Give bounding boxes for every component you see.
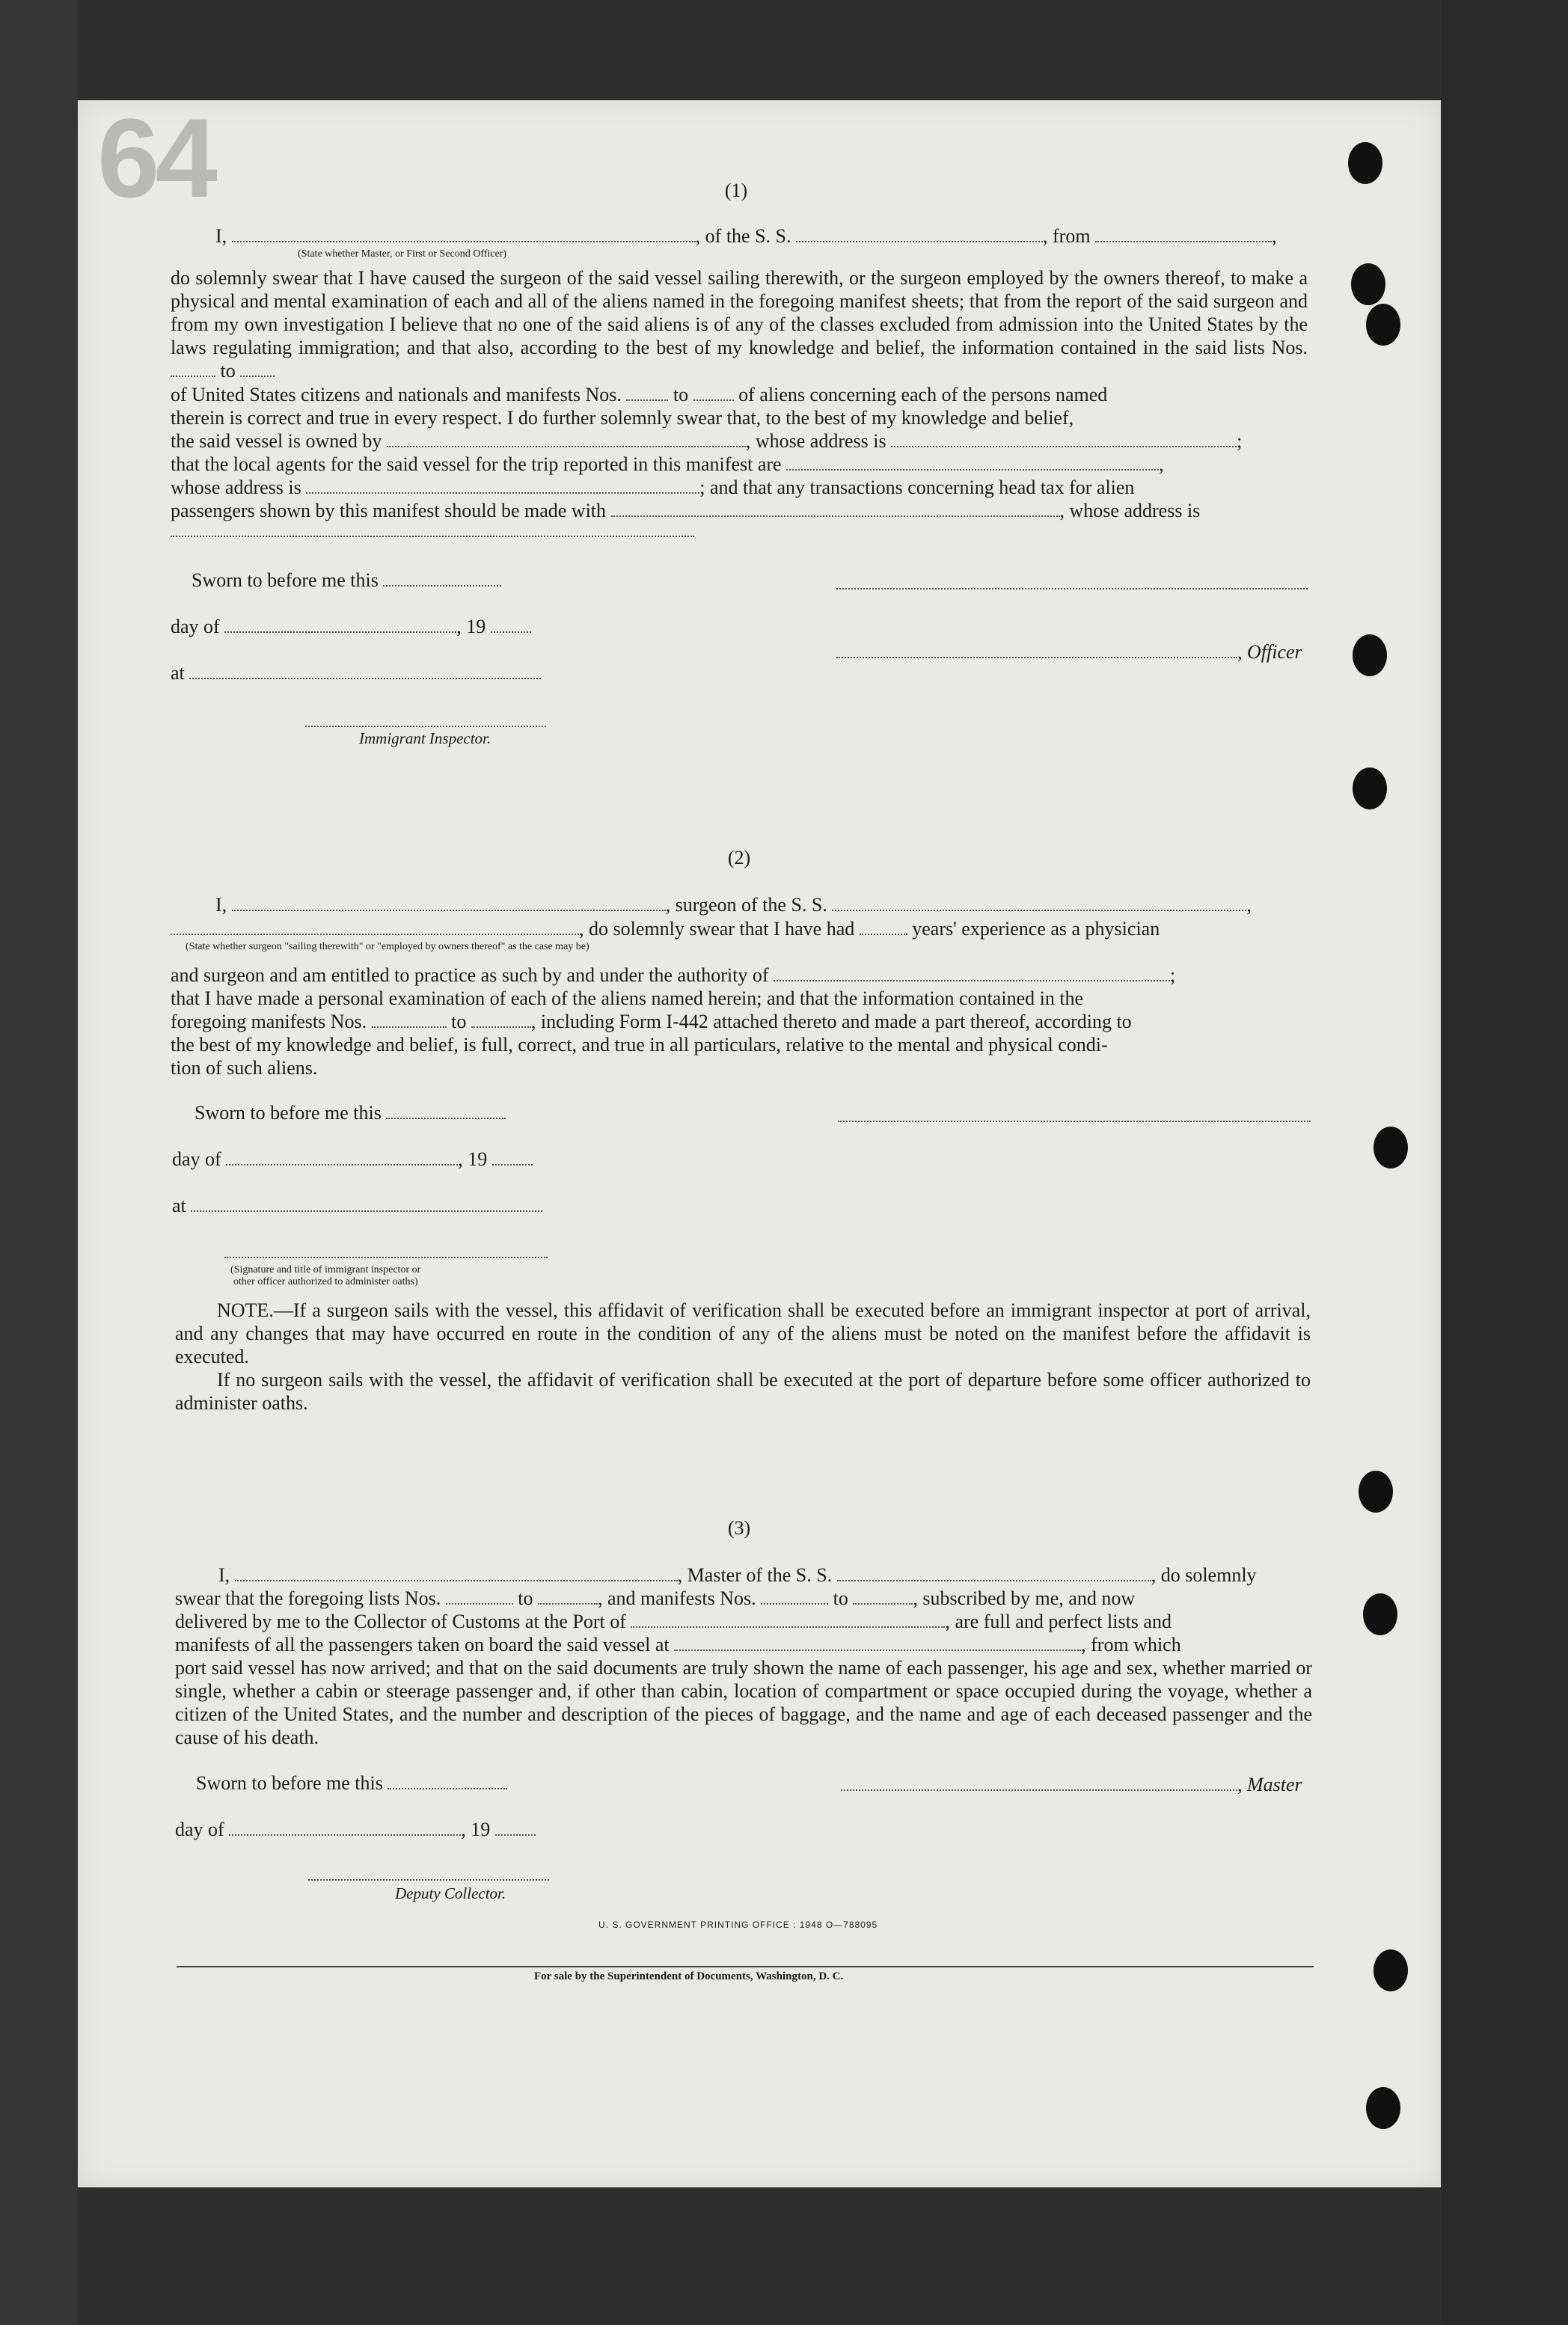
section-3-line-1 [218,1563,1257,1587]
text-at: at [172,1195,186,1216]
month-blank[interactable] [229,1819,461,1836]
master-signature-blank[interactable] [841,1774,1237,1791]
text-do-solemnly: , do solemnly swear that I have had [579,918,855,940]
text-surgeon-of: , surgeon of the S. S. [665,894,827,916]
punch-hole [1366,304,1400,346]
section-1-at-line [171,661,541,684]
text-passengers: passengers shown by this manifest should be made with [171,500,607,521]
port-blank[interactable] [631,1611,945,1628]
manifests-to-blank[interactable] [693,385,734,401]
scan-edge-left [0,0,78,2325]
month-blank[interactable] [224,616,456,633]
gpo-imprint: U. S. GOVERNMENT PRINTING OFFICE : 1948 O—788095 [598,1920,878,1930]
authority-blank[interactable] [774,965,1170,981]
surgeon-signature-blank[interactable] [838,1121,1311,1122]
text-to: to [518,1587,533,1609]
text-manifests: foregoing manifests Nos. [171,1011,367,1032]
officer-line [836,640,1302,664]
text-i: I, [215,894,227,916]
text-to: to [451,1011,467,1032]
text-whose: whose address is [171,477,301,498]
owner-blank[interactable] [387,431,746,447]
section-2-day-line [172,1148,533,1171]
section-1-passengers-line [171,499,1200,522]
section-3-manifests-line [175,1633,1181,1656]
from-port-blank[interactable] [1095,226,1272,242]
text-day-of: day of [172,1148,221,1170]
punch-hole [1373,1127,1408,1168]
lists-from-blank[interactable] [446,1588,513,1605]
section-2-authority-line: and surgeon and am entitled to practice as such by and under the authority of ; [171,964,1176,986]
section-3-sworn-line [196,1771,507,1795]
note-label: NOTE. [217,1299,274,1321]
text-i: I, [215,225,227,247]
at-place-blank[interactable] [191,1195,542,1212]
year-blank[interactable] [492,1149,533,1165]
manifests-from-blank[interactable] [372,1011,447,1028]
sworn-day-blank[interactable] [386,1103,506,1119]
manifests-from-blank[interactable] [761,1588,828,1605]
sale-notice: For sale by the Superintendent of Documents, Washington, D. C. [534,1970,844,1982]
text-from: , from [1043,225,1091,247]
punch-hole [1351,263,1385,305]
section-1-citizens-line [171,383,1107,406]
text-19: , 19 [458,1148,488,1170]
punch-hole [1366,2087,1400,2129]
section-1-number: (1) [724,180,748,201]
deputy-collector-title: Deputy Collector. [395,1884,506,1902]
section-3-day-line [175,1818,536,1841]
section-2-line-1: I, , surgeon of the S. S. , [215,894,1252,916]
at-place-blank[interactable] [189,663,541,679]
text-sworn: Sworn to before me this [192,569,379,591]
text-whose-address: , whose address is [1059,500,1201,521]
text-whose-address: , whose address is [745,430,886,452]
text-to: to [833,1587,848,1609]
text-master-of: , Master of the S. S. [677,1564,833,1586]
section-2-manifests-line [171,1010,1132,1033]
section-1-line-1 [215,224,1277,248]
master-note: (State whether Master, or First or Second Officer) [298,248,507,260]
stamped-number: 64 [97,95,213,221]
surgeon-vessel-blank[interactable] [832,895,1246,911]
text-delivered: delivered by me to the Collector of Customs at the Port of [175,1611,626,1632]
year-blank[interactable] [491,616,531,633]
administering-officer-signature-blank[interactable] [224,1257,548,1258]
master-signature-line [841,1773,1302,1796]
deputy-collector-signature-blank[interactable] [308,1879,549,1881]
sworn-day-blank[interactable] [383,570,501,586]
section-1-agents-line: that the local agents for the said vessel for the trip reported in this manifest are , [171,453,1164,475]
master-name-blank[interactable] [232,226,696,242]
text-to: to [220,360,236,382]
section-3-swear-line [175,1587,1135,1610]
section-1-day-line [171,615,531,638]
section-2-best-line: the best of my knowledge and belief, is full, correct, and true in all particulars, relative to the mental and physical condi- [171,1034,1108,1056]
lists-to-blank[interactable] [538,1588,598,1605]
note-text: —If a surgeon sails with the vessel, this affidavit of verification shall be executed before an immigrant inspector at port of arrival, and any changes that may have occurred en route in the condition of any of the aliens must be noted on the manifest before the affidavit is executed. [175,1299,1311,1367]
section-2-number: (2) [727,847,751,869]
text-citizens: of United States citizens and nationals and manifests Nos. [171,384,622,405]
year-blank[interactable] [495,1819,536,1836]
text-years-experience: years' experience as a physician [912,918,1160,940]
punch-hole [1359,1471,1393,1513]
section-2-note-2: If no surgeon sails with the vessel, the affidavit of verification shall be executed at the port of departure before some officer authorized to administer oaths. [175,1369,1311,1414]
text-day-of: day of [175,1819,224,1840]
agents-address-blank[interactable] [306,477,699,494]
vessel-name-blank[interactable] [796,226,1043,242]
text-authority: and surgeon and am entitled to practice as such by and under the authority of [171,964,769,986]
officer-signature-blank[interactable] [836,588,1308,589]
section-3-paragraph: port said vessel has now arrived; and that on the said documents are truly shown the name of each passenger, his age and sex, whether married or single, whether a cabin or steerage passenger and, if other than cabin, location of compartment or space occupied during the voyage, whether a citizen of the United States, and the number and description of the pieces of baggage, and the name and age of each deceased passenger and the cause of his death. [175,1657,1312,1748]
scan-edge-right [1441,0,1568,2325]
section-2-at-line [172,1194,542,1217]
lists-to-blank[interactable] [240,361,275,377]
section-2-note [175,1299,1311,1368]
punch-hole [1353,634,1387,676]
section-1-owned-line: the said vessel is owned by , whose address is ; [171,430,1243,452]
text-i: I, [218,1564,230,1586]
text-do-solemnly: , do solemnly [1151,1564,1257,1586]
text-of-aliens: of aliens concerning each of the persons named [738,384,1108,405]
text-comma: , [1272,225,1277,247]
text-swear: swear that the foregoing lists Nos. [175,1587,441,1609]
text-master: , Master [1237,1774,1302,1795]
lists-from-blank[interactable] [171,361,215,377]
section-1-paragraph-text: do solemnly swear that I have caused the surgeon of the said vessel sailing therewith, or the surgeon employed by the owners thereof, to make a physical and mental examination of each and all of the aliens named in the foregoing manifest sheets; that from the report of the said surgeon and from my own investigation I believe that no one of the said aliens is of any of the classes excluded from admission into the United States by the laws regulating immigration; and that also, according to the best of my knowledge and belief, the information contained in the said lists Nos. [171,267,1308,358]
text-day-of: day of [171,616,220,637]
signature-note-2: other officer authorized to administer oaths) [233,1276,418,1287]
text-manifests-all: manifests of all the passengers taken on board the said vessel at [175,1634,670,1655]
section-1-paragraph [171,266,1308,382]
text-sworn: Sworn to before me this [195,1102,382,1124]
text-head-tax: ; and that any transactions concerning head tax for alien [699,477,1135,498]
address-blank[interactable] [171,536,694,537]
surgeon-status-blank[interactable] [171,919,579,935]
text-form-i442: , including Form I-442 attached thereto and made a part thereof, according to [530,1011,1132,1032]
years-blank[interactable] [860,919,907,935]
text-19: , 19 [456,616,486,637]
text-of-ss: , of the S. S. [695,225,791,247]
text-subscribed: , subscribed by me, and now [913,1587,1136,1609]
text-owned: the said vessel is owned by [171,430,382,452]
text-full-and-perfect: , are full and perfect lists and [945,1611,1172,1632]
master-name-blank[interactable] [235,1565,678,1581]
sworn-day-blank[interactable] [388,1773,507,1789]
punch-hole [1363,1593,1397,1635]
vessel-name-blank[interactable] [837,1565,1151,1581]
departure-port-blank[interactable] [674,1635,1081,1651]
text-agents: that the local agents for the said vessel for the trip reported in this manifest are [171,453,782,475]
section-1-therein-line: therein is correct and true in every respect. I do further solemnly swear that, to the best of my knowledge and belief, [171,407,1074,429]
text-at: at [171,662,185,684]
signature-note-1: (Signature and title of immigrant inspector or [230,1264,421,1275]
section-3-number: (3) [727,1517,751,1539]
head-tax-agent-blank[interactable] [611,500,1060,517]
manifests-to-blank[interactable] [853,1588,913,1605]
owner-address-blank[interactable] [891,431,1237,447]
inspector-title: Immigrant Inspector. [359,729,491,747]
text-sworn: Sworn to before me this [196,1772,383,1794]
text-from-which: , from which [1081,1634,1181,1655]
section-2-examination-line: that I have made a personal examination of each of the aliens named herein; and that the information contained in the [171,987,1084,1009]
surgeon-name-blank[interactable] [232,895,666,911]
manifests-from-blank[interactable] [626,385,668,401]
text-officer: , Officer [1237,641,1302,663]
section-1-whose-line [171,476,1134,499]
section-2-line-2 [171,917,1160,940]
month-blank[interactable] [226,1149,458,1165]
punch-hole [1373,1949,1408,1991]
footer-rule [177,1966,1314,1967]
text-and-manifests: , and manifests Nos. [598,1587,756,1609]
manifests-to-blank[interactable] [471,1011,531,1028]
text-19: , 19 [461,1819,491,1840]
section-2-sworn-line [195,1101,506,1124]
punch-hole [1353,768,1387,809]
punch-hole [1348,142,1382,184]
section-2-tion-line: tion of such aliens. [171,1057,318,1079]
officer-title-blank[interactable] [836,642,1237,658]
agents-blank[interactable] [786,454,1159,471]
section-3-delivered-line [175,1610,1172,1633]
section-1-sworn-line [192,569,501,592]
surgeon-note: (State whether surgeon "sailing therewith" or "employed by owners thereof" as the case may be) [186,941,589,952]
text-to: to [673,384,689,405]
